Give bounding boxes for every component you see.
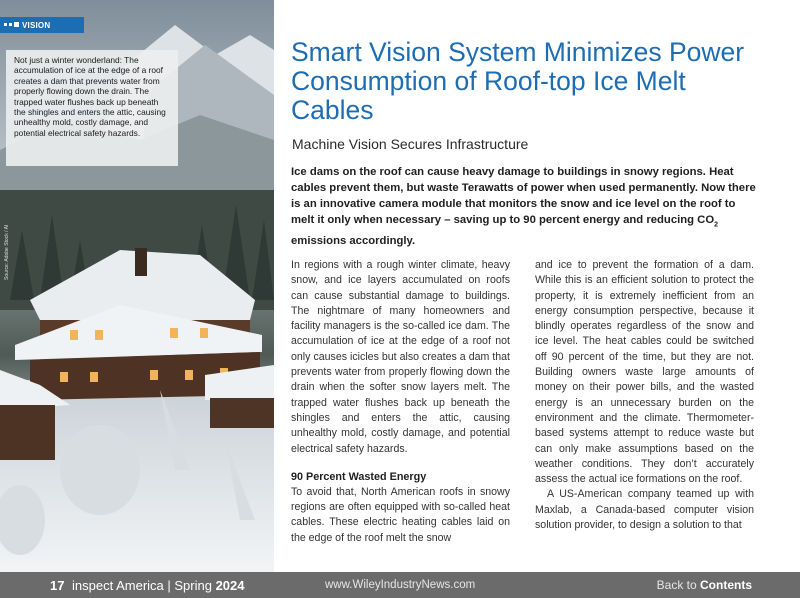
article-title: Smart Vision System Minimizes Power Consumption of Roof-top Ice Melt Cables [291, 37, 745, 125]
back-target: Contents [700, 578, 752, 592]
photo-caption: Not just a winter wonderland: The accumulation of ice at the edge of a roof creates a dam that prevents water from properly flowing down the drain. The trapped water flushes back up beneath the shingles and enters the attic, causing unhealthy mold, costly damage, and potential electrical safety hazards. [6, 50, 178, 166]
lead-subscript: 2 [714, 221, 719, 229]
article-lead [291, 164, 761, 249]
paragraph-maxlab: A US-American company teamed up with Maxlab, a Canada-based computer vision solution provider, to design a solution to that [535, 488, 754, 532]
page-footer [0, 572, 800, 598]
section-tag-label: VISION [22, 20, 51, 30]
paragraph-intro: In regions with a rough winter climate, heavy snow, and ice layers accumulated on roofs can cause substantial damage to buildings. The nightmare of many homeowners and facility managers is the so-called ice dam. The accumulation of ice at the edge of a roof not only causes icicles but also creates a dam that prevents water from properly flowing down the drain when the softer snow layers melt. The trapped water flushes back up beneath the shingles and enters the attic, causing unhealthy mold, costly damage, and potential electrical safety hazards. [291, 259, 510, 455]
section-dots-icon [4, 22, 19, 27]
magazine-issue [72, 578, 244, 593]
lead-end-text: emissions accordingly. [291, 235, 416, 248]
article-column-right [535, 258, 754, 533]
section-tag [0, 17, 84, 33]
website-link[interactable]: www.WileyIndustryNews.com [325, 579, 476, 591]
back-to-contents-link[interactable] [657, 578, 752, 592]
chalet-winter-photo [0, 0, 274, 572]
lead-main-text: Ice dams on the roof can cause heavy damage to buildings in snowy regions. Heat cables prevent them, but waste Terawatts of power when used permanently. Now there is an innovative camera module that monitors the snow and ice level on the roof to melt it only when necessary – saving up to 90 percent energy and reducing CO [291, 166, 756, 226]
article-subtitle: Machine Vision Secures Infrastructure [292, 136, 529, 152]
magazine-year: 2024 [215, 577, 245, 593]
magazine-name: inspect America | Spring [72, 577, 216, 593]
back-label: Back to [656, 578, 700, 592]
section-heading: 90 Percent Wasted Energy [291, 470, 427, 483]
photo-credit: Source: Adobe Stock / AI [4, 224, 10, 280]
page-number: 17 [50, 577, 65, 593]
article-column-left [291, 258, 510, 546]
paragraph-heat-cables: To avoid that, North American roofs in snowy regions are often equipped with so-called heat cables. These electric heating cables laid on the edge of the roof melt the snow [291, 485, 510, 544]
paragraph-inefficiency: and ice to prevent the formation of a dam. While this is an efficient solution to protect the property, it is extremely inefficient from an energy consumption perspective, because it blindly operates regardless of the snow and ice level. The heat cables could be switched off 90 percent of the time, but they are not. Building owners waste large amounts of money on their power bills, and the wasted energy is an unnecessary burden on the environment and the climate. Thermometer-based systems attempt to reduce waste but can only make assumptions based on the weather conditions. They don’t accurately assess the actual ice formations on the roof. [535, 259, 754, 486]
